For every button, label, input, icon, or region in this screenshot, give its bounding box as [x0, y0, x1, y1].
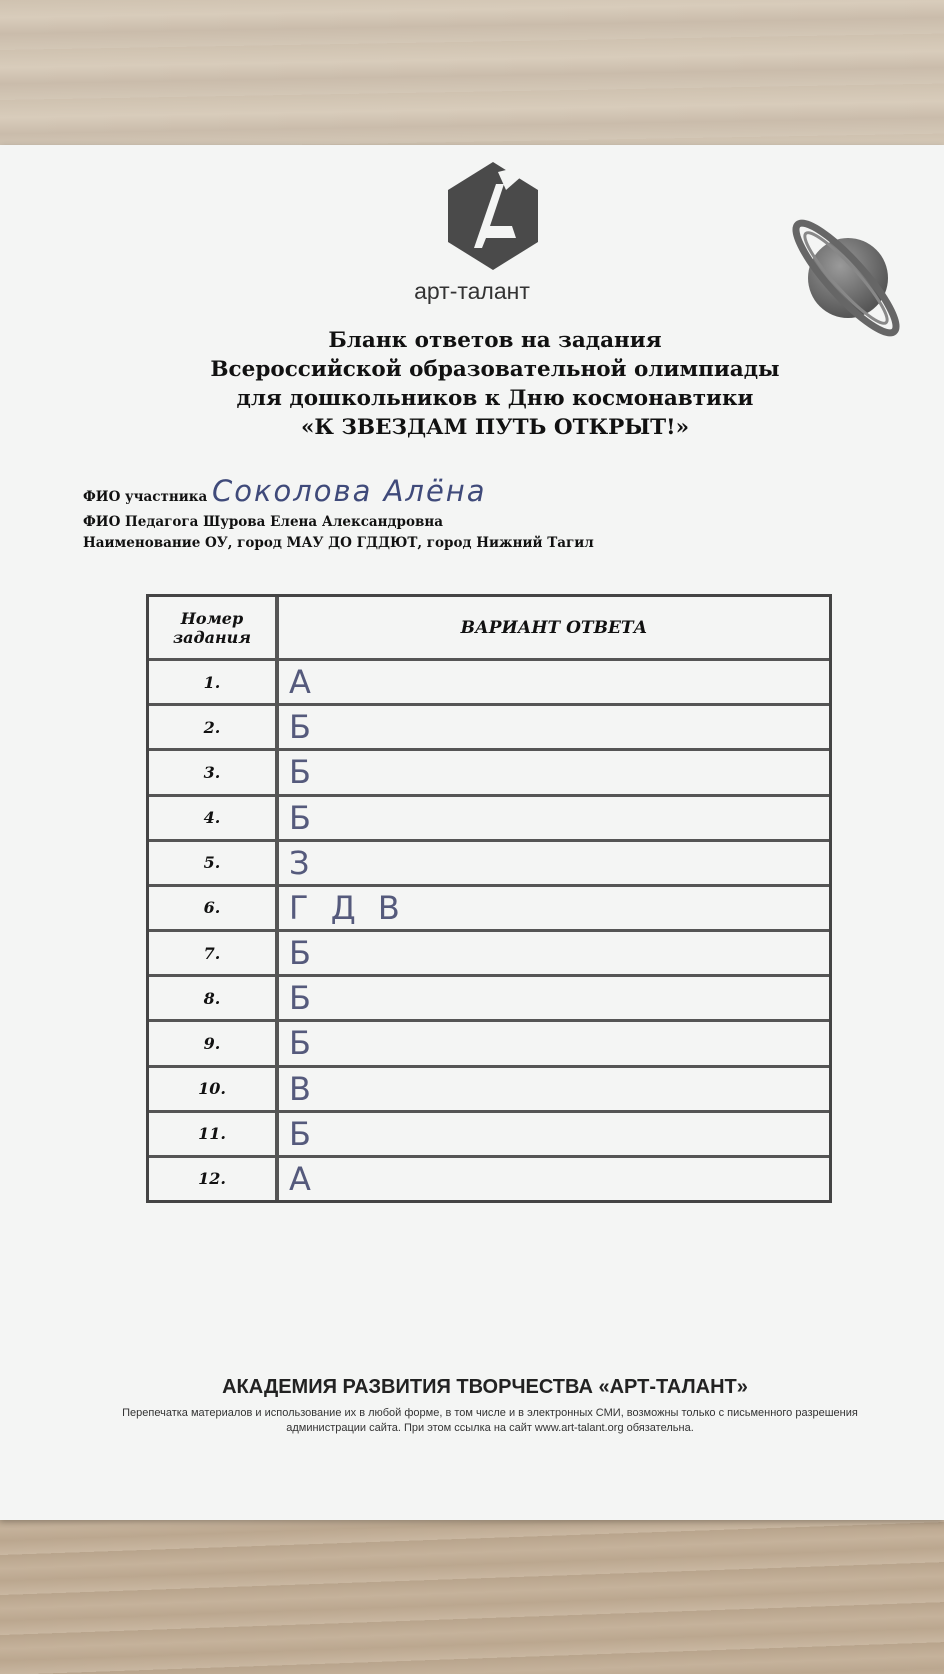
table-row: [149, 1022, 829, 1067]
art-talant-logo-icon: [446, 160, 540, 272]
table-row: [149, 1158, 829, 1200]
title-line-3: для дошкольников к Дню космонавтики: [236, 386, 754, 411]
table-row: [149, 661, 829, 706]
table-row: [149, 706, 829, 751]
task-number-cell: 5.: [149, 842, 279, 884]
table-row: [149, 751, 829, 796]
title-line-2: Всероссийской образовательной олимпиады: [210, 357, 780, 382]
task-number-cell: 6.: [149, 887, 279, 929]
handwritten-answer-cell: Б: [289, 934, 317, 973]
handwritten-answer-cell: А: [289, 1159, 317, 1198]
wooden-table-background: [0, 0, 944, 160]
title-line-1: Бланк ответов на задания: [328, 328, 662, 353]
task-number-cell: 3.: [149, 751, 279, 793]
handwritten-answer-cell: Б: [289, 1024, 317, 1063]
handwritten-answer-cell: В: [289, 1069, 317, 1108]
brand-name: арт-талант: [414, 278, 530, 304]
participant-label: ФИО участника: [83, 489, 208, 505]
table-row: [149, 1113, 829, 1158]
task-number-cell: 9.: [149, 1022, 279, 1064]
handwritten-answer-cell: Б: [289, 1114, 317, 1153]
handwritten-answer-cell: А: [289, 663, 317, 702]
table-row: [149, 1068, 829, 1113]
handwritten-answer-cell: Б: [289, 708, 317, 747]
task-number-cell: 8.: [149, 977, 279, 1019]
task-number-cell: 4.: [149, 797, 279, 839]
table-row: [149, 932, 829, 977]
column-header-task-number-line-2: задания: [172, 627, 252, 647]
footer-copyright-note: Перепечатка материалов и использование их в любой форме, в том числе и в электронных СМИ, возможны только с письменного разрешения администрации сайта. При этом ссылка на сайт www.art-talant.org обязательна.: [122, 1407, 858, 1434]
handwritten-answer-cell: Б: [289, 753, 317, 792]
handwritten-answer-cell: Б: [289, 979, 317, 1018]
participant-handwritten-name: Соколова Алёна: [211, 474, 487, 508]
task-number-cell: 12.: [149, 1158, 279, 1200]
table-header-row: [149, 597, 829, 661]
column-header-task-number: [149, 597, 279, 658]
table-row: [149, 887, 829, 932]
handwritten-answer-cell: Г Д В: [289, 888, 406, 927]
wooden-table-background-bottom: [0, 1515, 944, 1674]
answer-table: [146, 594, 832, 1203]
participant-line: [83, 474, 487, 508]
column-header-answer: ВАРИАНТ ОТВЕТА: [460, 617, 648, 638]
footer-academy-title: АКАДЕМИЯ РАЗВИТИЯ ТВОРЧЕСТВА «АРТ-ТАЛАНТ»: [222, 1376, 748, 1398]
task-number-cell: 7.: [149, 932, 279, 974]
handwritten-answer-cell: З: [289, 843, 316, 882]
title-line-4: «К ЗВЕЗДАМ ПУТЬ ОТКРЫТ!»: [300, 415, 690, 440]
task-number-cell: 11.: [149, 1113, 279, 1155]
table-row: [149, 977, 829, 1022]
column-header-task-number-line-1: Номер: [180, 608, 244, 628]
task-number-cell: 2.: [149, 706, 279, 748]
task-number-cell: 10.: [149, 1068, 279, 1110]
table-row: [149, 842, 829, 887]
document-title: [0, 326, 944, 442]
school-line: Наименование ОУ, город МАУ ДО ГДДЮТ, город Нижний Тагил: [83, 535, 594, 551]
table-row: [149, 797, 829, 842]
handwritten-answer-cell: Б: [289, 798, 317, 837]
task-number-cell: 1.: [149, 661, 279, 703]
teacher-line: ФИО Педагога Шурова Елена Александровна: [83, 514, 444, 530]
